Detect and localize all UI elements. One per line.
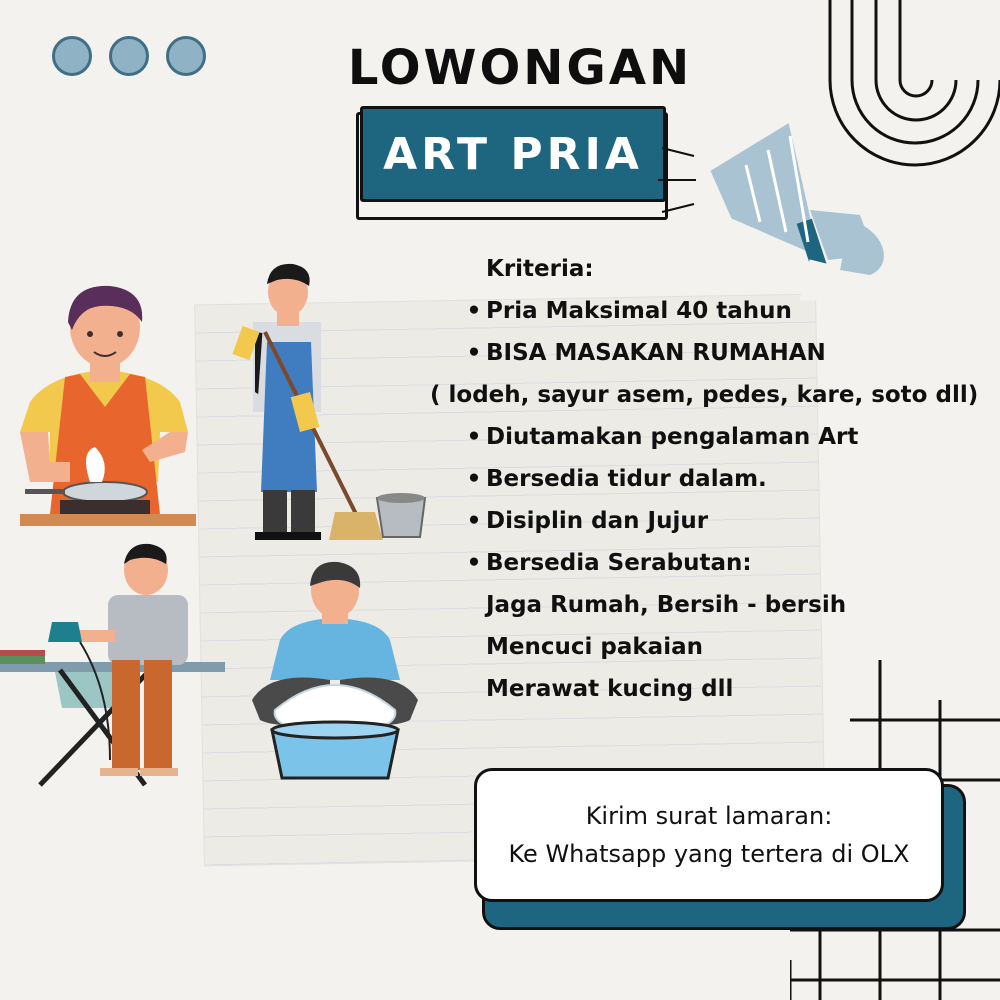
criteria-item: • Diutamakan pengalaman Art: [430, 416, 990, 458]
washing-illustration: [250, 560, 420, 790]
criteria-item: • Bersedia tidur dalam.: [430, 458, 990, 500]
ironing-illustration: [0, 540, 230, 790]
criteria-sub-item: Mencuci pakaian: [486, 634, 703, 660]
dot-3: [166, 36, 206, 76]
criteria-item: • BISA MASAKAN RUMAHAN: [430, 332, 990, 374]
criteria-item: • Pria Maksimal 40 tahun: [430, 290, 990, 332]
sweeper-illustration: [225, 262, 440, 542]
criteria-item: • Disiplin dan Jujur: [430, 500, 990, 542]
criteria-heading: Kriteria:: [486, 256, 594, 282]
chef-cooking-illustration: [10, 282, 200, 532]
dot-2: [109, 36, 149, 76]
criteria-section: [430, 248, 990, 710]
criteria-sub-item: Jaga Rumah, Bersih - bersih: [486, 592, 847, 618]
dot-1: [52, 36, 92, 76]
criteria-note: ( lodeh, sayur asem, pedes, kare, soto dll): [430, 382, 979, 408]
banner-art-pria: ART PRIA: [360, 106, 666, 202]
cta-line-1: Kirim surat lamaran:: [585, 802, 833, 830]
window-dots: [52, 36, 206, 76]
criteria-item: • Bersedia Serabutan:: [430, 542, 990, 584]
cta-box: [474, 768, 944, 902]
page-title: LOWONGAN: [347, 40, 693, 96]
criteria-sub-item: Merawat kucing dll: [486, 676, 734, 702]
cta-line-2: Ke Whatsapp yang tertera di OLX: [508, 840, 910, 868]
